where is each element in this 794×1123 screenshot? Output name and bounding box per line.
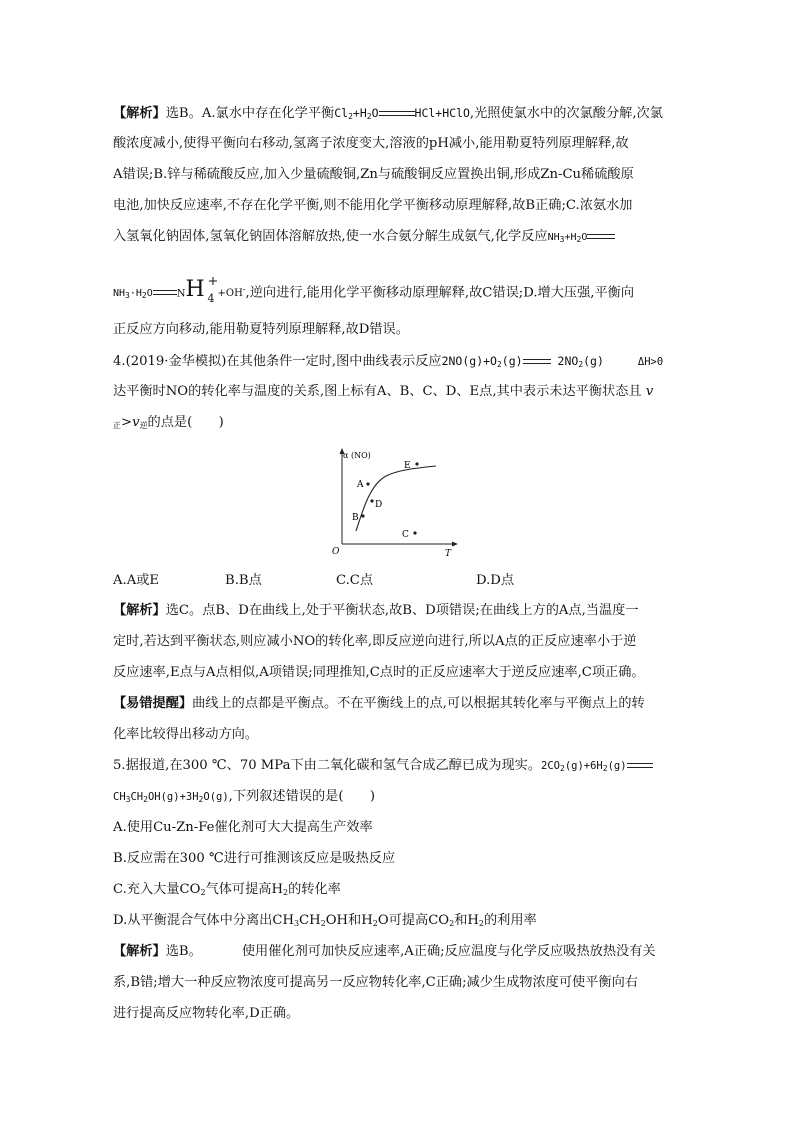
point-e bbox=[415, 462, 418, 465]
equilibrium-curve bbox=[356, 466, 436, 531]
point-b-label: B bbox=[352, 513, 359, 523]
origin-label: O bbox=[332, 547, 340, 557]
analysis-4-line-2: 定时,若达到平衡状态,则应减小NO的转化率,即反应逆向进行,所以A点的正反应速率小于逆 bbox=[113, 634, 637, 649]
analysis-1-line-6: $NH_3\cdot H_2O$ NH + 4 +OH-,逆向进行,能用化学平衡移动原理解释,故C错误;D.增大压强,平衡向 bbox=[113, 277, 635, 303]
analysis-1-line-7: 正反应方向移动,能用勒夏特列原理解释,故D错误。 bbox=[113, 322, 409, 337]
analysis-1-line-5: 入氢氧化钠固体,氢氧化钠固体溶解放热,使一水合氨分解生成氨气,化学反应$NH_3+H_2O$ bbox=[113, 227, 683, 250]
q5-option-a[interactable]: A.使用Cu-Zn-Fe催化剂可大大提高生产效率 bbox=[113, 820, 373, 835]
point-a bbox=[366, 482, 369, 485]
error-tip-line-2: 化率比较得出移动方向。 bbox=[113, 727, 259, 742]
q5-option-c[interactable]: C.充入大量$CO_2$气体可提高$H_2$的转化率 bbox=[113, 882, 341, 897]
q4-line-2: 达平衡时NO的转化率与温度的关系,图上标有A、B、C、D、E点,其中表示未达平衡状态且 v bbox=[113, 384, 654, 399]
analysis-1-line-3: A错误;B.锌与稀硫酸反应,加入少量硫酸铜,Zn与硫酸铜反应置换出铜,形成Zn-Cu稀硫酸原 bbox=[113, 167, 634, 182]
analysis-5-line-2: 系,B错;增大一种反应物浓度可提高另一反应物转化率,C正确;减少生成物浓度可使平衡向右 bbox=[113, 975, 638, 990]
y-axis-label: α (NO) bbox=[343, 451, 371, 460]
equilibrium-arrow-icon bbox=[627, 763, 653, 769]
option-b[interactable]: B.B点 bbox=[225, 573, 262, 588]
point-d bbox=[370, 499, 373, 502]
point-c bbox=[413, 531, 416, 534]
x-axis-arrow-icon bbox=[452, 542, 458, 547]
point-b bbox=[361, 514, 364, 517]
q4-line-3: $_正>v_逆$的点是( ) bbox=[113, 415, 224, 430]
conversion-temperature-graph bbox=[326, 446, 466, 560]
equilibrium-arrow-icon bbox=[379, 111, 415, 117]
equilibrium-arrow-icon bbox=[523, 359, 551, 365]
x-axis-label: T bbox=[445, 549, 452, 559]
option-a[interactable]: A.A或E bbox=[113, 573, 160, 588]
analysis-1-line-2: 酸浓度减小,使得平衡向右移动,氢离子浓度变大,溶液的pH减小,能用勒夏特列原理解释,故 bbox=[113, 136, 629, 151]
point-e-label: E bbox=[404, 461, 411, 471]
option-c[interactable]: C.C点 bbox=[336, 573, 374, 588]
analysis-4-line-3: 反应速率,E点与A点相似,A项错误;同理推知,C点时的正反应速率大于逆反应速率,C项正确。 bbox=[113, 665, 645, 680]
analysis-5-line-1: 【解析】选B。 使用催化剂可加快反应速率,A正确;反应温度与化学反应吸热放热没有关 bbox=[113, 944, 656, 959]
equilibrium-arrow-icon bbox=[587, 234, 615, 240]
error-tip-line-1: 【易错提醒】曲线上的点都是平衡点。不在平衡线上的点,可以根据其转化率与平衡点上的转 bbox=[113, 696, 645, 711]
point-c-label: C bbox=[402, 530, 409, 540]
analysis-1-line-1: 【解析】选B。A.氯水中存在化学平衡$Cl_2+H_2O$ HCl+HClO,光照使氯水中的次氯酸分解,次氯 bbox=[113, 106, 663, 121]
ammonium-formula: H + 4 bbox=[185, 277, 219, 303]
q5-option-d[interactable]: D.从平衡混合气体中分离出$CH_3CH_2OH$和$H_2O$可提高$CO_2$和$H_2$的利用率 bbox=[113, 913, 537, 928]
point-a-label: A bbox=[357, 480, 364, 490]
equilibrium-arrow-icon bbox=[153, 290, 177, 296]
analysis-1-line-4: 电池,加快反应速率,不存在化学平衡,则不能用化学平衡移动原理解释,故B正确;C.浓氨水加 bbox=[113, 198, 633, 213]
q5-line-1: 5.据报道,在300 ℃、70 MPa下由二氧化碳和氢气合成乙醇已成为现实。$2CO_2(g)+6H_2(g)$ bbox=[113, 756, 683, 779]
q5-option-b[interactable]: B.反应需在300 ℃进行可推测该反应是吸热反应 bbox=[113, 851, 396, 866]
analysis-4-line-1: 【解析】选C。点B、D在曲线上,处于平衡状态,故B、D项错误;在曲线上方的A点,当温度一 bbox=[113, 603, 639, 618]
point-d-label: D bbox=[375, 500, 383, 510]
q4-line-1: 4.(2019·金华模拟)在其他条件一定时,图中曲线表示反应$2NO(g)+O_2(g)$ $2NO_2(g)$ ΔH>0 bbox=[113, 354, 664, 369]
q5-line-2: $CH_3CH_2OH(g)+3H_2O(g)$,下列叙述错误的是( ) bbox=[113, 789, 376, 804]
analysis-5-line-3: 进行提高反应物转化率,D正确。 bbox=[113, 1006, 300, 1021]
option-d[interactable]: D.D点 bbox=[476, 573, 515, 588]
